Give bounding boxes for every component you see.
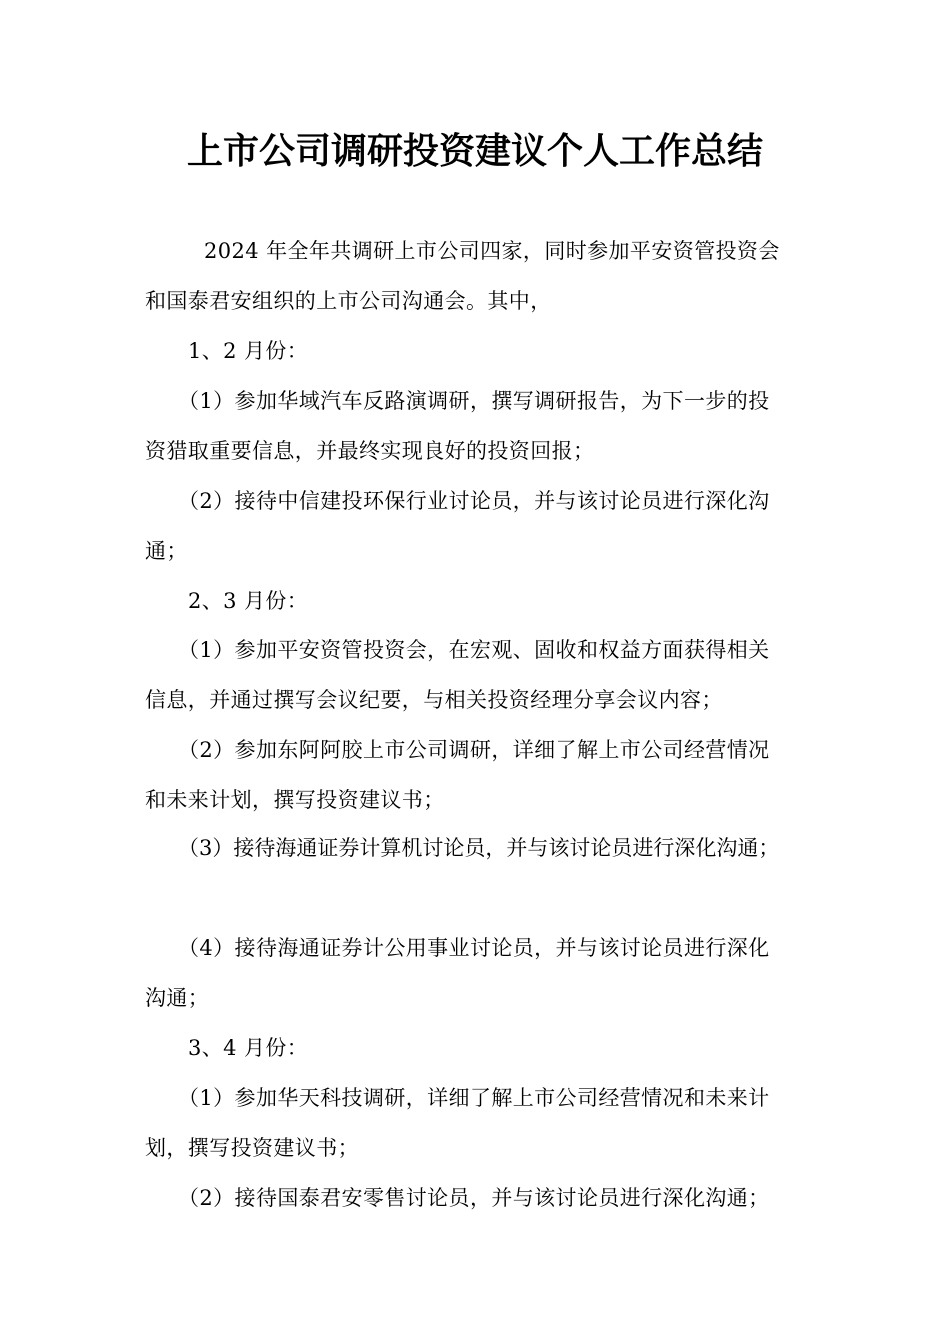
list-item-line: 资猎取重要信息，并最终实现良好的投资回报； xyxy=(145,439,595,463)
section-heading: 2、3 月份： xyxy=(188,589,309,613)
list-item-line: （2）接待中信建投环保行业讨论员，并与该讨论员进行深化沟 xyxy=(178,489,770,513)
list-item-line: （2）参加东阿阿胶上市公司调研，详细了解上市公司经营情况 xyxy=(178,738,770,762)
list-item-line: 划，撰写投资建议书； xyxy=(145,1136,359,1160)
section-heading: 3、4 月份： xyxy=(188,1036,309,1060)
document-title: 上市公司调研投资建议个人工作总结 xyxy=(186,131,763,172)
list-item-line: （1）参加华天科技调研，详细了解上市公司经营情况和未来计 xyxy=(178,1086,770,1110)
list-item-line: （3）接待海通证券计算机讨论员，并与该讨论员进行深化沟通； xyxy=(178,836,780,860)
list-item-line: 和未来计划，撰写投资建议书； xyxy=(145,788,445,812)
paragraph-line: 和国泰君安组织的上市公司沟通会。其中， xyxy=(145,289,552,313)
section-heading: 1、2 月份： xyxy=(188,339,309,363)
list-item-line: 通； xyxy=(145,539,188,563)
list-item-line: （1）参加平安资管投资会，在宏观、固收和权益方面获得相关 xyxy=(178,638,770,662)
list-item-line: 沟通； xyxy=(145,986,210,1010)
list-item-line: 信息，并通过撰写会议纪要，与相关投资经理分享会议内容； xyxy=(145,688,723,712)
paragraph-line: 2024 年全年共调研上市公司四家，同时参加平安资管投资会 xyxy=(204,239,780,263)
list-item-line: （4）接待海通证券计公用事业讨论员，并与该讨论员进行深化 xyxy=(178,936,770,960)
list-item-line: （2）接待国泰君安零售讨论员，并与该讨论员进行深化沟通； xyxy=(178,1186,770,1210)
list-item-line: （1）参加华域汽车反路演调研，撰写调研报告，为下一步的投 xyxy=(178,389,770,413)
